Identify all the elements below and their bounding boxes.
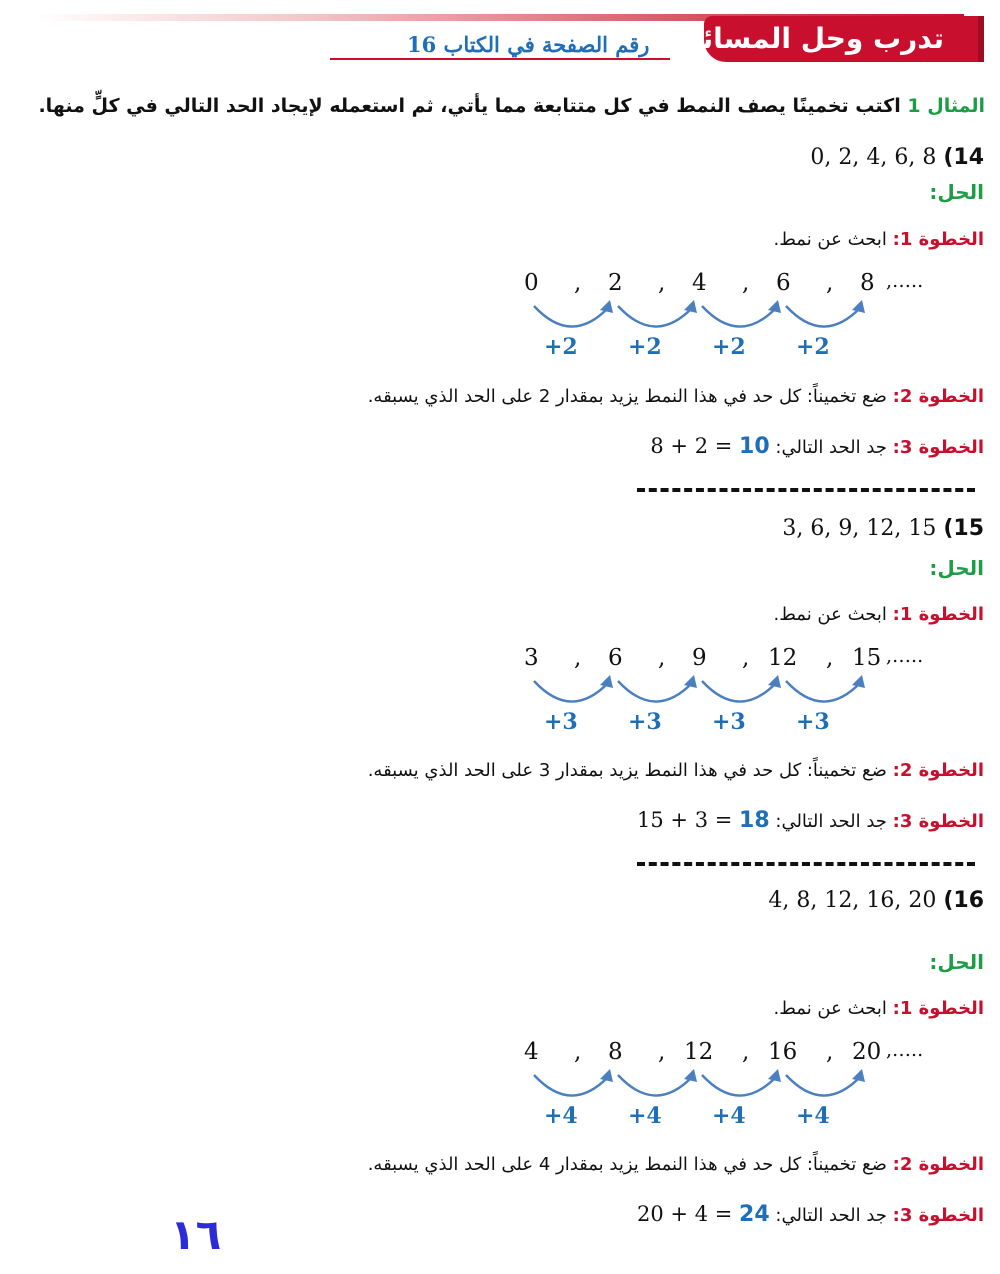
section-title: تدرب وحل المسائل <box>677 22 944 55</box>
step-2 <box>368 1154 984 1175</box>
step-text: ضع تخميناً: كل حد في هذا النمط يزيد بمقدار 2 على الحد الذي يسبقه. <box>367 386 887 407</box>
arrowhead-icon <box>768 1069 781 1082</box>
increment-label: +3 <box>628 709 662 735</box>
step-label: الخطوة 3: <box>892 1205 984 1226</box>
answer: 10 <box>739 434 770 459</box>
sequence-arc <box>618 1075 692 1096</box>
sequence-term: 3 <box>524 645 539 671</box>
step-label: الخطوة 1: <box>892 604 984 625</box>
increment-label: +2 <box>628 334 662 360</box>
increment-label: +2 <box>796 334 830 360</box>
sequence-arc <box>534 681 608 702</box>
sequence-term: 9 <box>692 645 707 671</box>
arrowhead-icon <box>600 1069 613 1082</box>
sequence-arc <box>786 681 860 702</box>
step-1 <box>773 229 984 250</box>
step-text: ابحث عن نمط. <box>773 998 887 1019</box>
sequence-term: 16 <box>768 1039 798 1065</box>
book-page-reference: رقم الصفحة في الكتاب 16 <box>407 32 650 57</box>
increment-label: +3 <box>712 709 746 735</box>
step-1 <box>773 998 984 1019</box>
dashed-divider <box>637 862 975 866</box>
step-1 <box>773 604 984 625</box>
sequence-arc <box>702 1075 776 1096</box>
sequence-comma: , <box>658 1039 666 1065</box>
arrowhead-icon <box>852 1069 865 1082</box>
problem-heading <box>810 145 984 170</box>
sequence-comma: , <box>574 1039 582 1065</box>
sequence-comma: , <box>742 645 750 671</box>
dashed-divider <box>637 488 975 492</box>
sequence-comma: , <box>742 1039 750 1065</box>
solution-label: الحل: <box>929 556 984 580</box>
sequence-comma: , <box>826 645 834 671</box>
arrowhead-icon <box>684 675 697 688</box>
sequence-arc <box>534 306 608 327</box>
increment-label: +4 <box>628 1103 662 1129</box>
arrowhead-icon <box>600 675 613 688</box>
step-label: الخطوة 2: <box>892 760 984 781</box>
step-label: الخطوة 1: <box>892 998 984 1019</box>
increment-label: +4 <box>544 1103 578 1129</box>
sequence-comma: , <box>574 270 582 296</box>
step-text: جد الحد التالي: <box>775 1205 887 1226</box>
sequence-arc <box>618 681 692 702</box>
header-underline <box>330 58 670 60</box>
equation: 8 + 2 = <box>650 434 740 458</box>
sequence-arc <box>786 306 860 327</box>
problem-sequence: 3, 6, 9, 12, 15 <box>782 516 937 541</box>
step-2 <box>368 386 984 407</box>
sequence-comma: , <box>658 645 666 671</box>
step-text: جد الحد التالي: <box>775 437 887 458</box>
problem-sequence: 4, 8, 12, 16, 20 <box>768 888 937 913</box>
sequence-arc <box>702 681 776 702</box>
sequence-comma: , <box>826 1039 834 1065</box>
step-text: ابحث عن نمط. <box>773 229 887 250</box>
equation: 15 + 3 = <box>637 808 740 832</box>
sequence-term: 4 <box>524 1039 539 1065</box>
sequence-comma: , <box>742 270 750 296</box>
instruction-text: اكتب تخمينًا يصف النمط في كل متتابعة مما يأتي، ثم استعمله لإيجاد الحد التالي في كلٍّ منها. <box>38 95 901 117</box>
arrowhead-icon <box>600 300 613 313</box>
sequence-term: 20 <box>852 1039 882 1065</box>
step-3 <box>637 808 984 833</box>
instruction <box>38 95 985 117</box>
arrowhead-icon <box>684 1069 697 1082</box>
sequence-arc <box>618 306 692 327</box>
sequence-ellipsis: ,….. <box>886 645 930 667</box>
step-label: الخطوة 1: <box>892 229 984 250</box>
answer: 24 <box>739 1202 770 1227</box>
problem-heading <box>782 516 984 541</box>
increment-label: +2 <box>544 334 578 360</box>
problem-number: (14 <box>943 145 984 170</box>
solution-label: الحل: <box>929 950 984 974</box>
step-label: الخطوة 2: <box>892 386 984 407</box>
sequence-term: 12 <box>684 1039 714 1065</box>
problem-sequence: 0, 2, 4, 6, 8 <box>810 145 937 170</box>
arrowhead-icon <box>768 675 781 688</box>
step-label: الخطوة 2: <box>892 1154 984 1175</box>
problem-heading <box>768 888 984 913</box>
sequence-term: 8 <box>860 270 875 296</box>
step-3 <box>637 1202 984 1227</box>
sequence-comma: , <box>658 270 666 296</box>
answer: 18 <box>739 808 770 833</box>
sequence-ellipsis: ,….. <box>886 1039 930 1061</box>
sequence-arc <box>534 1075 608 1096</box>
arrowhead-icon <box>684 300 697 313</box>
arrowhead-icon <box>852 675 865 688</box>
step-label: الخطوة 3: <box>892 437 984 458</box>
header-tab <box>677 16 984 62</box>
increment-label: +3 <box>796 709 830 735</box>
increment-label: +4 <box>796 1103 830 1129</box>
sequence-term: 15 <box>852 645 882 671</box>
problem-number: (15 <box>943 516 984 541</box>
sequence-term: 6 <box>608 645 623 671</box>
step-text: جد الحد التالي: <box>775 811 887 832</box>
sequence-arc <box>786 1075 860 1096</box>
step-2 <box>368 760 984 781</box>
increment-label: +3 <box>544 709 578 735</box>
step-text: ابحث عن نمط. <box>773 604 887 625</box>
step-3 <box>650 434 984 459</box>
arrowhead-icon <box>852 300 865 313</box>
equation: 20 + 4 = <box>637 1202 740 1226</box>
sequence-term: 4 <box>692 270 707 296</box>
sequence-ellipsis: ,….. <box>886 270 930 292</box>
problem-number: (16 <box>943 888 984 913</box>
page-number: ١٦ <box>170 1210 222 1259</box>
increment-label: +2 <box>712 334 746 360</box>
sequence-comma: , <box>574 645 582 671</box>
step-label: الخطوة 3: <box>892 811 984 832</box>
sequence-term: 8 <box>608 1039 623 1065</box>
solution-label: الحل: <box>929 180 984 204</box>
sequence-arc <box>702 306 776 327</box>
arrowhead-icon <box>768 300 781 313</box>
sequence-term: 12 <box>768 645 798 671</box>
sequence-term: 6 <box>776 270 791 296</box>
increment-label: +4 <box>712 1103 746 1129</box>
sequence-term: 0 <box>524 270 539 296</box>
sequence-comma: , <box>826 270 834 296</box>
step-text: ضع تخميناً: كل حد في هذا النمط يزيد بمقدار 4 على الحد الذي يسبقه. <box>367 1154 887 1175</box>
example-label: المثال 1 <box>907 95 985 117</box>
step-text: ضع تخميناً: كل حد في هذا النمط يزيد بمقدار 3 على الحد الذي يسبقه. <box>367 760 887 781</box>
sequence-term: 2 <box>608 270 623 296</box>
